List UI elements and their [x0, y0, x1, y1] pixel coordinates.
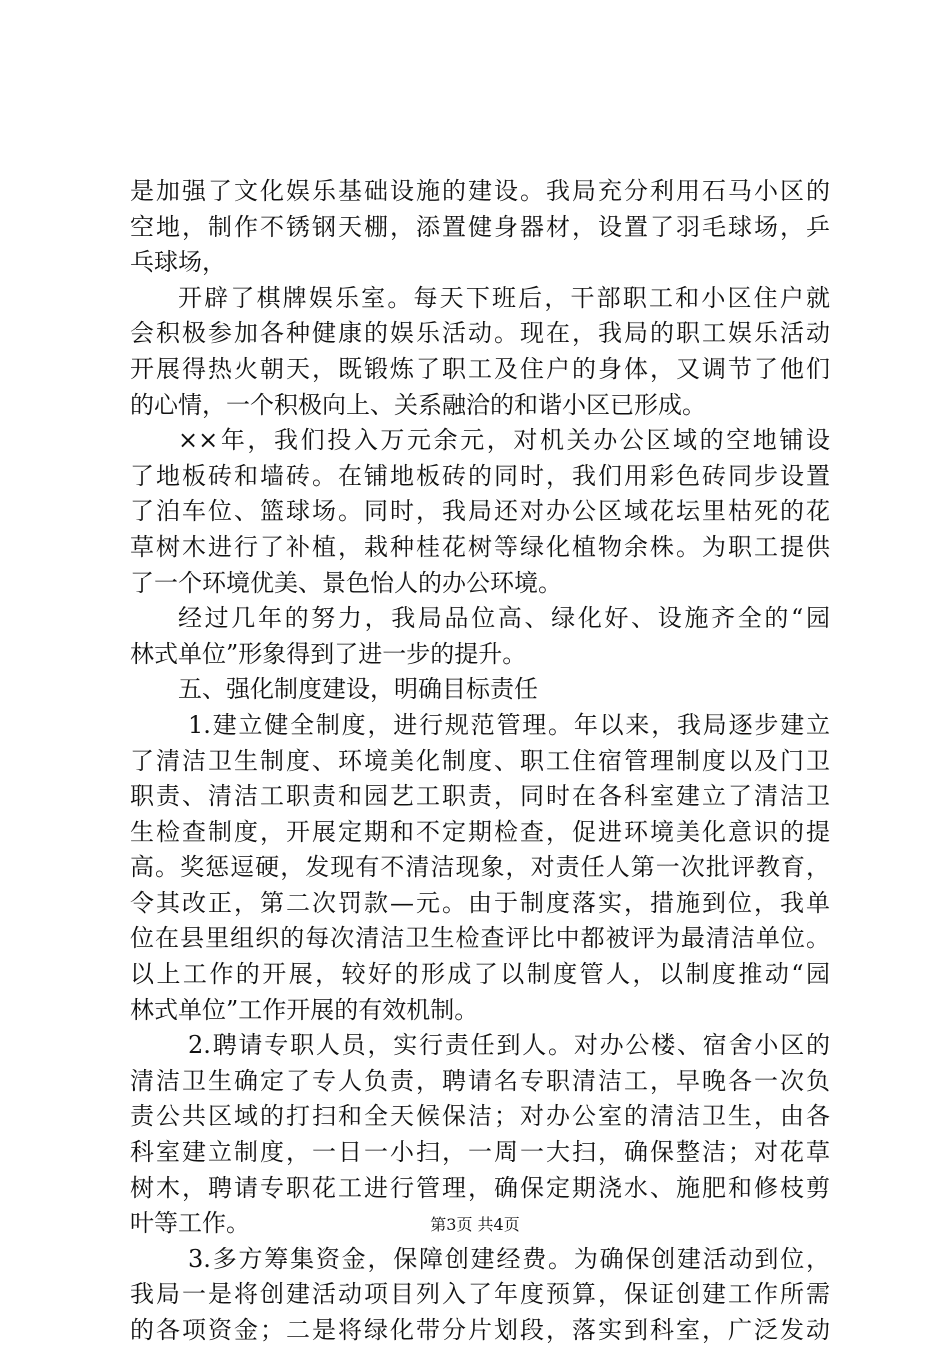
text-line: 叶等工作。	[130, 1209, 250, 1238]
text-line: 草树木进行了补植，栽种桂花树等绿化植物余株。为职工提供	[130, 532, 830, 561]
text-line: 了地板砖和墙砖。在铺地板砖的同时，我们用彩色砖同步设置	[130, 461, 830, 490]
text-line: 责公共区域的打扫和全天候保洁；对办公室的清洁卫生，由各	[130, 1102, 830, 1131]
text-line: 了一个环境优美、景色怡人的办公环境。	[130, 568, 562, 597]
text-line: 开展得热火朝天，既锻炼了职工及住户的身体，又调节了他们	[130, 354, 830, 383]
text-line: ××年，我们投入万元余元，对机关办公区域的空地铺设	[178, 426, 830, 455]
text-line: 林式单位”工作开展的有效机制。	[130, 995, 479, 1024]
document-body	[130, 174, 830, 1349]
text-line: 职责、清洁工职责和园艺工职责，同时在各科室建立了清洁卫	[130, 782, 830, 811]
text-line: 的心情，一个积极向上、关系融洽的和谐小区已形成。	[130, 390, 706, 419]
text-line: 科室建立制度，一日一小扫，一周一大扫，确保整洁；对花草	[130, 1138, 830, 1167]
text-line: 是加强了文化娱乐基础设施的建设。我局充分利用石马小区的	[130, 177, 830, 205]
text-line: 了清洁卫生制度、环境美化制度、职工住宿管理制度以及门卫	[130, 746, 830, 775]
text-line: 2.聘请专职人员，实行责任到人。对办公楼、宿舍小区的	[188, 1031, 830, 1060]
text-line: 经过几年的努力，我局品位高、绿化好、设施齐全的“园	[178, 604, 830, 633]
text-line: 林式单位”形象得到了进一步的提升。	[130, 639, 527, 668]
text-line: 了泊车位、篮球场。同时，我局还对办公区域花坛里枯死的花	[130, 497, 830, 526]
text-line: 以上工作的开展，较好的形成了以制度管人，以制度推动“园	[130, 960, 830, 989]
text-line: 我局一是将创建活动项目列入了年度预算，保证创建工作所需	[130, 1280, 830, 1309]
text-line: 清洁卫生确定了专人负责，聘请名专职清洁工，早晚各一次负	[130, 1066, 830, 1095]
text-line: 生检查制度，开展定期和不定期检查，促进环境美化意识的提	[130, 817, 830, 846]
text-line: 空地，制作不锈钢天棚，添置健身器材，设置了羽毛球场，乒	[130, 212, 830, 241]
text-line: 的各项资金；二是将绿化带分片划段，落实到科室，广泛发动	[130, 1316, 830, 1344]
text-line: 令其改正，第二次罚款—元。由于制度落实，措施到位，我单	[130, 888, 830, 917]
text-line: 会积极参加各种健康的娱乐活动。现在，我局的职工娱乐活动	[130, 319, 830, 348]
text-line: 开辟了棋牌娱乐室。每天下班后，干部职工和小区住户就	[178, 283, 830, 312]
text-line: 乓球场，	[130, 248, 226, 277]
text-line: 位在县里组织的每次清洁卫生检查评比中都被评为最清洁单位。	[130, 924, 830, 953]
text-line: 3.多方筹集资金，保障创建经费。为确保创建活动到位，	[188, 1244, 830, 1273]
page-footer: 第3页 共4页	[430, 1215, 520, 1234]
text-line: 树木，聘请专职花工进行管理，确保定期浇水、施肥和修枝剪	[130, 1173, 830, 1202]
text-line: 五、强化制度建设，明确目标责任	[178, 675, 538, 704]
text-line: 1.建立健全制度，进行规范管理。年以来，我局逐步建立	[188, 710, 830, 739]
text-line: 高。奖惩逗硬，发现有不清洁现象，对责任人第一次批评教育，	[130, 853, 830, 882]
